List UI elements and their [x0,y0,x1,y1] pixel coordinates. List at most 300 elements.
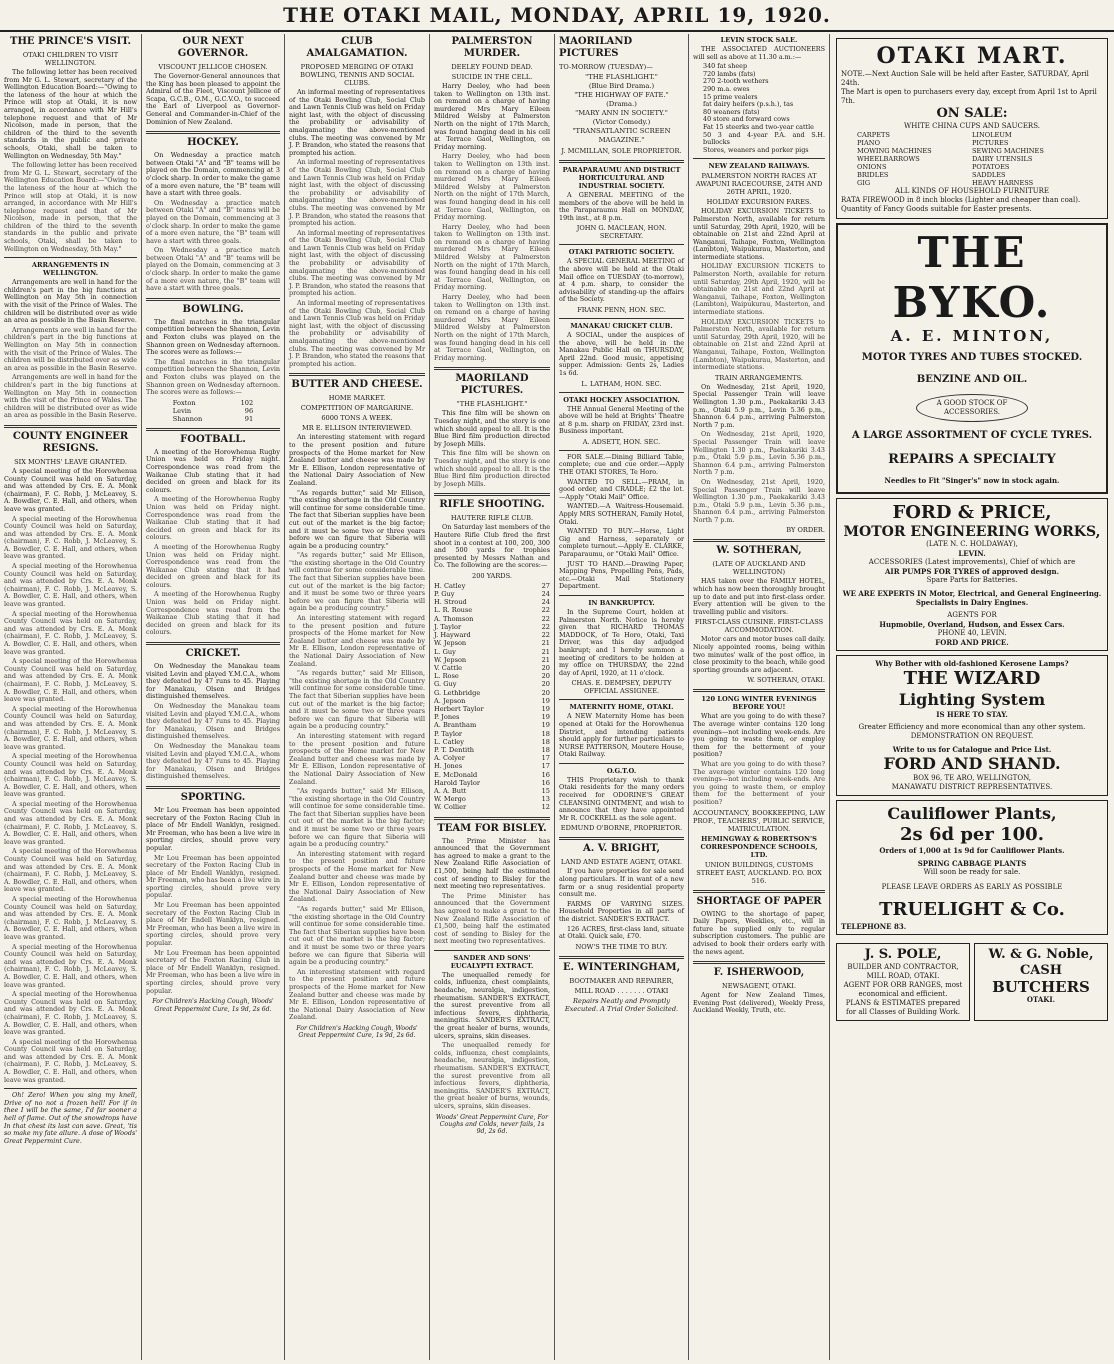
article-text: A meeting of the Horowhenua Rugby Union was held on Friday night. Correspondence was read from the Waikanae Club stating that it had decided on green and black for its colours. [146,590,280,637]
stock-item: 50 3 and 4-year P.A. and S.H. bullocks [703,130,825,147]
article-text: "As regards butter," said Mr Ellison, "the existing shortage in the Old Country will continue for some considerable time. The fact that Siberian supplies have been cut out of the market is the big factor; and it must be some two or three years before we can figure that Siberia will again be a producing country." [289,488,425,550]
notice-text: THIS Proprietary wish to thank Otaki residents for the many orders received for ODORINE'S GREAT CLEANSING OINTMENT, and wish to announce that they have appointed Mr R. COCKRELL as the sole agent. [559,775,684,822]
signature: L. LATHAM, HON. SEC. [581,379,662,388]
article-text: A special meeting of the Horowhenua County Council was held on Saturday, and was attended by Crs. E. A. Monk (chairman), F. C. Robb, J. McLeavey, S. A. Bowdler, C. E. Hall, and others, when leave was granted. [4,942,137,989]
mart-tail: RATA FIREWOOD in 8 inch blocks (Lighter and cheaper than coal). Quantity of Fancy Goods suitable for Easter presents. [841,196,1081,213]
shooter-name: G. Lethbridge [434,688,481,697]
wizard-title: Lighting System [898,690,1046,709]
article-text: The following letter has been received from Mr G. L. Stewart, secretary of the Wellington Education Board:—"Owing to the lateness of the hour at which the Prince will stop at Otaki, it is now arranged, in accordance with Mr Hill's telephone request and that of Mr Nicolson, made in person, that the children of the third to the seventh standards in the public and private schools, Otaki, shall be taken to Wellington on Wednesday, 5th May." [4,161,137,253]
signature: A. ADSETT, HON. SEC. [582,437,661,446]
subhead: VISCOUNT JELLICOE CHOSEN. [158,63,268,71]
ford-sig: FORD AND PRICE. [935,638,1009,647]
noble-line: BUTCHERS [992,978,1090,996]
divider [559,956,684,959]
notice-text: A SOCIAL, under the auspices of the above, will be held in the Manakau Public Hall on THURSDAY, April 22nd. Good music, appetising supper. Admission: Gents 2s, Ladies 1s 6d. [559,330,684,377]
score-row [434,787,550,795]
subhead: SIX MONTHS' LEAVE GRANTED. [14,457,127,466]
stock-item: 15 prime vealers [703,92,758,101]
subhead: PARAPARAUMU AND DISTRICT HORTICULTURAL AND INDUSTRIAL SOCIETY. [562,166,681,190]
headline-sporting: SPORTING. [180,791,246,803]
article-text: Arrangements are well in hand for the children's part in the big functions at Wellington on May 5th in connection with the visit of the Prince of Wales. The children will be distributed over as wide an area as possible in the Basin Reserve. [4,278,137,325]
divider [559,595,684,596]
score-row [434,598,550,606]
divider [559,160,684,163]
shooter-name: A. Brantham [434,721,477,730]
subhead: MATERNITY HOME, OTAKI. [569,703,674,712]
subhead: PROPOSED MERGING OF OTAKI BOWLING, TENNIS AND SOCIAL CLUBS. [300,63,414,87]
headline-football: FOOTBALL. [180,433,246,445]
column-1 [0,34,142,1360]
score-row: Shannon 91 [172,414,254,423]
shooter-name: Harold Taylor [434,778,481,787]
subhead: (LATE OF AUCKLAND AND WELLINGTON) [712,560,806,577]
film-title: "THE HIGHWAY OF FATE." [574,91,669,99]
shooter-score: 17 [541,754,550,763]
advert-pole [836,943,970,1021]
subhead: "THE FLASHLIGHT." [456,400,528,409]
article-text: An interesting statement with regard to the present position and future prospects of the Home market for New Zealand butter and cheese was made by Mr E. Ellison, London representative of the National Dairy Association of New Zealand. [289,614,425,668]
signature: CHAS. E. DEMPSEY, DEPUTY OFFICIAL ASSIGNEE. [571,679,672,696]
mart-tail: ALL KINDS OF HOUSEHOLD FURNITURE [895,187,1049,195]
article-text: A meeting of the Horowhenua Rugby Union was held on Friday night. Correspondence was read from the Waikanae Club stating that it had decided on green and black for its colours. [146,542,280,589]
divider [146,642,280,645]
byko-line: A LARGE ASSORTMENT OF CYCLE TYRES. [851,430,1093,441]
subhead: IN BANKRUPTCY. [588,598,655,607]
divider [693,539,825,542]
shooter-score: 22 [541,622,550,631]
stock-item: 340 fat sheep [703,62,748,71]
advert-text: HAS taken over the FAMILY HOTEL, which has now been thoroughly brought up to date and put into first-class order. Every attention will be given to the travelling public and visitors. [693,577,825,616]
shooter-score: 24 [541,590,550,599]
subhead: UNION BUILDINGS, CUSTOMS STREET EAST, AUCKLAND. P.O. BOX 516. [696,860,822,885]
headline-maoriland-pictures: MAORILAND PICTURES. [455,373,529,397]
score-row [434,762,550,770]
subhead: OTAKI HOCKEY ASSOCIATION. [563,395,680,404]
score-row [434,656,550,664]
subhead: 200 YARDS. [472,571,512,580]
shooter-score: 18 [541,729,550,738]
shooter-name: A. Jepson [434,696,466,705]
shooter-name: L. Guy [434,647,456,656]
shooter-score: 12 [541,803,550,812]
article-text: "As regards butter," said Mr Ellison, "the existing shortage in the Old Country will continue for some considerable time. The fact that Siberian supplies have been cut out of the market is the big factor; and it must be some two or three years before we can figure that Siberia will again be a producing country." [289,905,425,967]
headline-next-governor: OUR NEXT GOVERNOR. [177,36,249,59]
divider [559,244,684,245]
advert-otaki-mart [836,38,1108,219]
column-7-adverts [830,34,1114,1360]
divider [146,131,280,134]
article-text: The Prime Minister has announced that the Government has agreed to make a grant to the New Zealand Rifle Association of £1,500, being half the estimated cost of sending to Bisley for the next meeting two representatives. [434,891,550,946]
advert-text: If you have properties for sale send along particulars. If in want of a new farm or a snug residential property consult me. [559,867,684,899]
column-6 [689,34,830,1360]
score-row [434,639,550,647]
divider [559,763,684,764]
shooter-score: 18 [541,745,550,754]
ford-title: FORD & PRICE, [892,502,1052,523]
mart-item: HEAVY HARNESS [972,179,1034,187]
shooter-score: 22 [541,631,550,640]
article-text: On Wednesday a practice match between Otaki "A" and "B" teams will be played on the Domain, commencing at 3 o'clock sharp. In order to make the game of a more even nature, the "B" team will have a start with three goals. [146,151,280,198]
score-row [434,648,550,656]
shooter-score: 20 [541,688,550,697]
divider [559,450,684,451]
score-row [434,803,550,811]
shooter-name: J. Taylor [434,622,462,631]
article-text: A special meeting of the Horowhenua County Council was held on Saturday, and was attended by Crs. E. A. Monk (chairman), F. C. Robb, J. McLeavey, S. A. Bowdler, C. E. Hall, and others, when leave was granted. [4,895,137,941]
classifieds [559,454,684,591]
article-text: Mr Lou Freeman has been appointed secretary of the Foxton Racing Club in place of Mr Endell Wanklyn, resigned. Mr Freeman, who has been a live wire in sporting circles, should prove very popular. [146,853,280,900]
pole-line: AGENT FOR ORB RANGES, most economical and efficient. [843,981,963,998]
headline-bowling: BOWLING. [182,303,244,315]
shooter-name: H. Jones [434,762,463,771]
notice-text: HOLIDAY EXCURSION TICKETS to Palmerston North, available for return until Saturday, 29th April, 1920, will be obtainable on 21st and 22nd April at Wanganui, Taihape, Foxton, Wellington (Lambton), Waipukurau, Masterton, and intermediate stations. [693,317,825,372]
article-text: Mr Lou Freeman has been appointed secretary of the Foxton Racing Club in place of Mr Endell Wanklyn, resigned. Mr Freeman, who has been a live wire in sporting circles, should prove very popular. [146,901,280,948]
shooter-score: 18 [541,737,550,746]
shooter-name: P. Guy [434,590,455,599]
notice-text: OWING to the shortage of paper, Daily Papers, Weeklies, etc., will in future be supplied only to regular subscription customers. The public are advised to book their orders early with the news agent. [693,909,825,956]
subhead: Repairs Neatly and Promptly Executed. A Trial Order Solicited. [564,996,679,1013]
ford-line: Spare Parts for Batteries. [926,576,1018,584]
notice-text: THE ASSOCIATED AUCTIONEERS will sell as above at 11.30 a.m.:— [693,45,825,61]
subhead: DEELEY FOUND DEAD. [451,63,533,71]
article-text: A special meeting of the Horowhenua County Council was held on Saturday, and was attended by Crs. E. A. Monk (chairman), F. C. Robb, J. McLeavey, S. A. Bowdler, C. E. Hall, and others, when leave was granted. [4,752,137,799]
byko-title: THE BYKO. [892,228,1052,327]
subhead: NOW'S THE TIME TO BUY. [575,942,668,951]
film-title: (Drama.) [606,100,637,108]
verse-advert: Oh! Zero! When you sing my knell, Drive of no not a frozen hell! For if in thee I will be the same, I'd far sooner a hell of flame. Out of the snowdrops have In that chest its last can save. Great, 'tis so make my fate allure. A dose of Woods' Great Peppermint Cure. [4,1091,137,1145]
article-text: The Governor-General announces that the King has been pleased to appoint the Admiral of the Fleet, Viscount Jellicoe of Scapa, G.C.B., O.M., G.C.V.O., to succeed the Earl of Liverpool as Governor-General and Commander-in-Chief of the Dominion of New Zealand. [146,72,280,126]
shooter-name: A. Thomson [434,614,474,623]
divider [693,158,825,159]
mart-note: NOTE.—Next Auction Sale will be held after Easter, SATURDAY, April 24th. [841,70,1089,87]
caul-name: TRUELIGHT & Co. [879,899,1065,920]
article-text: A special meeting of the Horowhenua County Council was held on Saturday, and was attended by Crs. E. A. Monk (chairman), F. C. Robb, J. McLeavey, S. A. Bowdler, C. E. Hall, and others, when leave was granted. [4,847,137,894]
shooter-score: 19 [541,696,550,705]
article-text: An interesting statement with regard to the present position and future prospects of the Home market for New Zealand butter and cheese was made by Mr E. Ellison, London representative of the National Dairy Association of New Zealand. [289,433,425,487]
shooter-name: H. Catley [434,581,466,590]
headline-cricket: CRICKET. [185,648,241,660]
shooter-name: L. R. Rouse [434,606,473,615]
subhead: HOLIDAY EXCURSION FARES. [706,198,812,207]
caul-title: Cauliflower Plants, [887,804,1057,823]
article-text: An informal meeting of representatives of the Otaki Bowling Club, Social Club and Lawn Tennis Club was held on Friday night last, with the object of discussing the probability or advisability of amalgamating the above-mentioned clubs. The meeting was convened by Mr J. P. Brandon, who stated the reasons that prompted his action. [289,158,425,228]
article-text: Harry Deeley, who had been taken to Wellington on 13th inst. on remand on a charge of having murdered Mrs Mary Eileen Mildred Welsby at Palmerston North on the night of 17th March, was found hanging dead in his cell at Terrace Gaol, Wellington, on Friday morning. [434,152,550,222]
mart-item: SEWING MACHINES [972,147,1044,155]
noble-name: W. & G. Noble, [988,947,1094,962]
notice-text: On Wednesday, 21st April, 1920, Special Passenger Train will leave Wellington 1.30 p.m., Paekakariki 3.43 p.m., Otaki 5.9 p.m., Levin 5.36 p.m., Shannon 6.4 p.m., arriving Palmerston North 7 p.m. [693,382,825,429]
wizard-addr: BOX 96, TE ARO, WELLINGTON, [913,774,1031,782]
article-text: An informal meeting of representatives of the Otaki Bowling Club, Social Club and Lawn Tennis Club was held on Friday night last, with the object of discussing the probability or advisability of amalgamating the above-mentioned clubs. The meeting was convened by Mr J. P. Brandon, who stated the reasons that prompted his action. [289,228,425,298]
shooter-name: W. Jepson [434,639,467,648]
score-row [434,705,550,713]
divider [434,367,550,370]
wizard-rep: MANAWATU DISTRICT REPRESENTATIVES. [891,783,1053,791]
subhead: FIRST-CLASS CUISINE. FIRST-CLASS ACCOMMODATION. [694,618,824,635]
ford-sub: MOTOR ENGINEERING WORKS, [843,524,1101,540]
article-text: An interesting statement with regard to the present position and future prospects of the Home market for New Zealand butter and cheese was made by Mr E. Ellison, London representative of the National Dairy Association of New Zealand. [289,967,425,1022]
column-4 [430,34,555,1360]
notice-text: THE Annual General Meeting of the above will be held at Brights' Theatre at 8 p.m. sharp on FRIDAY, 23rd inst. Business important. [559,404,684,436]
divider [146,428,280,431]
notice-text: On Wednesday, 21st April, 1920, Special Passenger Train will leave Wellington 1.30 p.m., Paekakariki 3.43 p.m., Otaki 5.9 p.m., Levin 5.36 p.m., Shannon 6.4 p.m., arriving Palmerston North 7 p.m. [693,430,825,477]
shooter-score: 20 [541,663,550,672]
subhead: NEWSAGENT, OTAKI. [722,982,796,991]
subhead: ACCOUNTANCY, BOOKKEEPING, LAW PROF., TEACHERS', PUBLIC SERVICE, MATRICULATION. [693,808,825,833]
score-row [434,738,550,746]
subhead: SANDER AND SONS' EUCALYPTI EXTRACT. [450,953,534,970]
stock-list [693,63,825,154]
article-text: An informal meeting of representatives of the Otaki Bowling Club, Social Club and Lawn Tennis Club was held on Friday night last, with the object of discussing the probability or advisability of amalgamating the above-mentioned clubs. The meeting was convened by Mr J. P. Brandon, who stated the reasons that prompted his action. [289,88,425,157]
noble-line: OTAKI. [1026,995,1056,1004]
notice-text: HOLIDAY EXCURSION TICKETS to Palmerston North, available for return until Saturday, 29th April, 1920, will be obtainable on 21st and 22nd April at Wanganui, Taihape, Foxton, Wellington (Lambton), Waipukurau, Masterton, and intermediate stations. [693,207,825,261]
subhead: OTAKI PATRIOTIC SOCIETY. [568,248,675,257]
caul-line: Will soon be ready for sale. [923,868,1021,876]
stock-item: fat dairy heifers (p.s.h.), tas [703,100,794,109]
column-3 [285,34,430,1360]
score-row [434,771,550,779]
article-text: A special meeting of the Horowhenua County Council was held on Saturday, and was attended by Crs. E. A. Monk (chairman), F. C. Robb, J. McLeavey, S. A. Bowdler, C. E. Hall, and others, when leave was granted. [4,514,137,561]
article-text: This fine film will be shown on Tuesday night, and the story is one which should appeal to all. It is the Blue Bird film production directed by Joseph Mills. [434,449,550,488]
shooter-name: A. A. Butt [434,786,467,795]
pole-line: BUILDER AND CONTRACTOR, [847,963,959,971]
article-text: A special meeting of the Horowhenua County Council was held on Saturday, and was attended by Crs. E. A. Monk (chairman), F. C. Robb, J. McLeavey, S. A. Bowdler, C. E. Hall, and others, when leave was granted. [4,990,137,1037]
divider [559,837,684,840]
score-row: Foxton 102 [172,398,254,407]
score-row [434,697,550,705]
ford-phone: PHONE 40, LEVIN. [937,629,1007,637]
footer-advert: For Children's Hacking Cough, Woods' Great Peppermint Cure, 1s 9d, 2s 6d. [296,1024,418,1040]
score-row [434,779,550,787]
advert-text: 126 ACRES, first-class land, situate at Otaki. Quick sale, £70. [559,924,684,941]
subhead: SUICIDE IN THE CELL. [451,73,533,81]
shooter-name: P. Taylor [434,729,463,738]
subhead: HEMINGWAY & ROBERTSON'S CORRESPONDENCE SCHOOLS, LTD. [700,834,818,859]
shooter-name: W. Jepson [434,655,467,664]
shooter-name: W. Collier [434,803,467,812]
byko-name: A. E. MINTON, [890,327,1054,345]
notice-text: HOLIDAY EXCURSION TICKETS to Palmerston North, available for return until Saturday, 29th April, 1920, will be obtainable on 21st and 22nd April at Wanganui, Taihape, Foxton, Wellington (Lambton), Waipukurau, Masterton, and intermediate stations. [693,262,825,317]
subhead: HOME MARKET. [328,394,386,403]
article-text: The following letter has been received from Mr G. L. Stewart, secretary of the Wellington Education Board:—"Owing to the lateness of the hour at which the Prince will stop at Otaki, it is now arranged, in accordance with Mr Hill's telephone request and that of Mr Nicolson, made in person, that the children of the third to the seventh standards in the public and private schools, Otaki, shall be taken to Wellington on Wednesday, 5th May." [4,68,137,160]
footer-advert: For Children's Hacking Cough, Woods' Great Peppermint Cure, 1s 9d, 2s 6d. [152,998,274,1013]
caul-line: Orders of 1,000 at 1s 9d for Cauliflower Plants. [879,846,1065,855]
article-text: Harry Deeley, who had been taken to Wellington on 13th inst. on remand on a charge of having murdered Mrs Mary Eileen Mildred Welsby at Palmerston North on the night of 17th March, was found hanging dead in his cell at Terrace Gaol, Wellington, on Friday morning. [434,222,550,292]
score-row [434,721,550,729]
shooter-name: H. Stroud [434,598,467,607]
article-text: The unequalled remedy for colds, influenza, chest complaints, headache, neuralgia, indigestion, rheumatism. SANDER'S EXTRACT, the surest preventive from all infectious fevers, diphtheria, meningitis. SANDER'S EXTRACT, the great healer of burns, wounds, ulcers, sprains, skin diseases. [434,970,550,1040]
mart-item: LINOLEUM [972,131,1012,139]
shooter-score: 19 [541,713,550,722]
divider [693,890,825,893]
article-text: "As regards butter," said Mr Ellison, "the existing shortage in the Old Country will continue for some considerable time. The fact that Siberian supplies have been cut out of the market is the big factor; and it must be some two or three years before we can figure that Siberia will again be a producing country." [289,787,425,849]
shooter-score: 19 [541,704,550,713]
article-text: This fine film will be shown on Tuesday night, and the story is one which should appeal to all. It is the Blue Bird film production directed by Joseph Mills. [434,409,550,448]
signature: W. SOTHERAN, OTAKI. [747,676,825,685]
headline-princes-visit: THE PRINCE'S VISIT. [10,36,131,47]
article-text: A special meeting of the Horowhenua County Council was held on Saturday, and was attended by Crs. E. A. Monk (chairman), F. C. Robb, J. McLeavey, S. A. Bowdler, C. E. Hall, and others, when leave was granted. [4,799,137,846]
score-row [434,730,550,738]
subhead: O.G.T.O. [606,766,637,775]
stock-item: 40 store and forward cows [703,115,790,124]
shooter-name: L. Rose [434,672,459,681]
shooter-score: 13 [541,795,550,804]
subhead: LEVIN STOCK SALE. [720,36,798,44]
proprietor: J. MCMILLAN, SOLE PROPRIETOR. [561,147,682,155]
notice-text: On Wednesday, 21st April, 1920, Special Passenger Train will leave Wellington 1.30 p.m., Paekakariki 3.43 p.m., Otaki 5.9 p.m., Levin 5.36 p.m., Shannon 6.4 p.m., arriving Palmerston North 7 p.m. [693,477,825,524]
mart-item: WHEELBARROWS [857,155,920,163]
shooter-name: P. Jones [434,713,460,722]
stock-item: Stores, weaners and porker pigs [703,145,809,154]
subhead: MR E. ELLISON INTERVIEWED. [301,424,412,433]
film-title: "MARY ANN IN SOCIETY." [575,109,668,117]
ford-town: LEVIN. [958,549,986,558]
subhead: TRAIN ARRANGEMENTS. [714,373,803,382]
signature: EDMUND O'BORNE, PROPRIETOR. [560,824,683,833]
subhead: TO-MORROW (TUESDAY)— [559,63,653,71]
caul-line: PLEASE LEAVE ORDERS AS EARLY AS POSSIBLE [881,883,1063,891]
shooter-score: 21 [541,655,550,664]
byko-line: MOTOR TYRES AND TUBES STOCKED. [861,352,1083,363]
advert-text: Motor cars and motor buses call daily. Nicely appointed rooms, being within two minutes' walk of the post office, in close proximity to the beach, while good sporting grounds are adjacent. [693,635,825,674]
article-text: On Wednesday a practice match between Otaki "A" and "B" teams will be played on the Domain, commencing at 3 o'clock sharp. In order to make the game of a more even nature, the "B" team will have a start with three goals. [146,246,280,293]
mart-item: PICTURES [972,139,1009,147]
headline-hockey: HOCKEY. [187,137,239,149]
headline-shortage-paper: SHORTAGE OF PAPER [696,895,822,907]
advert-sotheran: W. SOTHERAN, [716,545,802,557]
stock-item: 270 2-tooth wethers [703,77,769,86]
advert-noble [974,943,1108,1021]
classified-ad: WANTED.—A Waitress-Housemaid. Apply MRS SOTHERAN, Family Hotel, Otaki. [559,502,684,526]
score-row: Levin 96 [172,406,254,415]
ford-line: AIR PUMPS FOR TYRES of approved design. [884,567,1060,576]
shooter-name: Herbert Taylor [434,704,484,713]
article-text: Harry Deeley, who had been taken to Wellington on 13th inst. on remand on a charge of having murdered Mrs Mary Eileen Mildred Welsby at Palmerston North on the night of 17th March, was found hanging dead in his cell at Terrace Gaol, Wellington, on Friday morning. [434,82,550,151]
mart-item: POTATOES [972,163,1010,171]
divider [4,257,137,258]
divider [559,392,684,393]
score-row [434,672,550,680]
subhead: ARRANGEMENTS IN WELLINGTON. [31,261,110,278]
noble-line: CASH [1019,963,1063,978]
column-5 [555,34,689,1360]
classified-ad: WANTED TO BUY.—Horse, Light Gig and Harness, separately or complete turnout.—Apply E. CLARKE, Paraparaumu, or "Otaki Mail" Office. [559,527,684,558]
article-text: A special meeting of the Horowhenua County Council was held on Saturday, and was attended by Crs. E. A. Monk (chairman), F. C. Robb, J. McLeavey, S. A. Bowdler, C. E. Hall, and others, when leave was granted. [4,1037,137,1084]
subhead: HAUTERE RIFLE CLUB. [450,514,534,523]
mart-item: DAIRY UTENSILS [972,155,1033,163]
article-text: An interesting statement with regard to the present position and future prospects of the Home market for New Zealand butter and cheese was made by Mr E. Ellison, London representative of the National Dairy Association of New Zealand. [289,731,425,786]
mart-item: ONIONS [857,163,887,171]
advert-winteringham: E. WINTERINGHAM, [562,961,681,973]
shooter-name: A. Colyer [434,754,465,763]
bottom-adverts [836,939,1108,1025]
stock-item: Fat 15 steerks and two-year cattle [703,122,814,131]
shooter-score: 27 [541,581,550,590]
film-title: "TRANSATLANTIC SCREEN MAGAZINE." [572,127,671,144]
score-row [434,680,550,688]
article-text: A special meeting of the Horowhenua County Council was held on Saturday, and was attended by Crs. E. A. Monk (chairman), F. C. Robb, J. McLeavey, S. A. Bowdler, C. E. Hall, and others, when leave was granted. [4,562,137,609]
article-text: Mr Lou Freeman has been appointed secretary of the Foxton Racing Club in place of Mr Endell Wanklyn, resigned. Mr Freeman, who has been a live wire in sporting circles, should prove very popular. [146,805,280,852]
notice-text: A SPECIAL GENERAL MEETING of the above will be held at the Otaki Mail office on TUESDAY (to-morrow), at 4 p.m. sharp, to consider the advisability of standing-up the affairs of the Society. [559,257,684,304]
article-text: "As regards butter," said Mr Ellison, "the existing shortage in the Old Country will continue for some considerable time. The fact that Siberian supplies have been cut out of the market is the big factor; and it must be some two or three years before we can figure that Siberia will again be a producing country." [289,669,425,731]
shooter-score: 17 [541,762,550,771]
divider [434,817,550,820]
mart-item: SADDLES [972,171,1006,179]
score-row [434,623,550,631]
mart-item: BRIDLES [857,171,889,179]
subhead: LAND AND ESTATE AGENT, OTAKI. [560,858,683,867]
shooter-name: E. McDonald [434,770,478,779]
score-row [434,615,550,623]
wizard-line: IS HERE TO STAY. [936,710,1008,719]
notice-text: A GENERAL MEETING of the members of the above will be held in the Paraparaumu Hall on MONDAY, 19th inst., at 8 p.m. [559,191,684,222]
article-text: A special meeting of the Horowhenua County Council was held on Saturday, and was attended by Crs. E. A. Monk (chairman), F. C. Robb, J. McLeavey, S. A. Bowdler, C. E. Hall, and others, when leave was granted. [4,657,137,704]
notice-text: In the Supreme Court, holden at Palmerston North. Notice is hereby given that RICHARD THOMAS MADDOCK, of Te Horo, Otaki, Taxi Driver, was this day adjudged bankrupt; and I hereby summon a meeting of creditors to be holden at my office on THURSDAY, the 22nd day of April, 1920, at 11 o'clock. [559,607,684,677]
wizard-line: Greater Efficiency and more economical than any other system. DEMONSTRATION ON REQUEST. [858,723,1086,740]
score-row [434,746,550,754]
mart-item: GIG [857,179,871,187]
divider [693,689,825,692]
article-text: Arrangements are well in hand for the children's part in the big functions at Wellington on May 5th in connection with the visit of the Prince of Wales. The children will be distributed over as wide an area as possible in the Basin Reserve. [4,373,137,420]
subhead: MANAKAU CRICKET CLUB. [570,321,673,330]
score-row [434,631,550,639]
headline-team-bisley: TEAM FOR BISLEY. [437,822,547,834]
mart-title: OTAKI MART. [876,43,1068,69]
divider [559,699,684,700]
shooter-score: 21 [541,639,550,648]
article-text: Harry Deeley, who had been taken to Wellington on 13th inst. on remand on a charge of having murdered Mrs Mary Eileen Mildred Welsby at Palmerston North on the night of 17th March, was found hanging dead in his cell at Terrace Gaol, Wellington, on Friday morning. [434,293,550,362]
divider [4,1088,137,1089]
bowling-scores [146,399,280,423]
advert-byko [836,223,1108,494]
shooter-score: 22 [541,606,550,615]
stock-item: 80 weaners (fats) [703,107,760,116]
shooter-name: V. Cattle [434,663,463,672]
byko-line: A GOOD STOCK OF ACCESSORIES. [916,394,1028,422]
pole-line: MILL ROAD, OTAKI. [866,972,940,980]
article-text: Mr Lou Freeman has been appointed secretary of the Foxton Racing Club in place of Mr Endell Wanklyn, resigned. Mr Freeman, who has been a live wire in sporting circles, should prove very popular. [146,948,280,995]
headline-county-engineer: COUNTY ENGINEER RESIGNS. [12,430,129,454]
advert-isherwood: F. ISHERWOOD, [713,967,805,979]
shooter-score: 19 [541,721,550,730]
divider [146,298,280,301]
divider [289,373,425,376]
stock-item: 290 m.a. ewes [703,84,750,93]
shooter-name: W. Mergo [434,795,466,804]
masthead: THE OTAKI MAIL, MONDAY, APRIL 19, 1920. [0,0,1114,32]
shooter-score: 16 [541,778,550,787]
mart-item: MOWING MACHINES [857,147,932,155]
divider [559,318,684,319]
stock-item: 720 lambs (fats) [703,69,756,78]
advert-text: Agent for New Zealand Times, Evening Post (delivered), Weekly Press, Auckland Weekly, Truth, etc. [693,991,825,1015]
mart-sub: WHITE CHINA CUPS AND SAUCERS. [904,122,1040,130]
pole-name: J. S. POLE, [864,947,942,962]
divider [146,786,280,789]
mart-onsale: ON SALE: [936,106,1008,121]
wizard-q: Why Bother with old-fashioned Kerosene Lamps? [875,659,1069,668]
signature: JOHN G. MACLEAN, HON. SECRETARY. [576,224,667,241]
ford-line: WE ARE EXPERTS IN Motor, Electrical, and General Engineering. Specialists in Dairy Engines. [842,589,1102,607]
subhead: MILL ROAD . . . . . . . OTAKI [574,986,669,995]
advert-text: What are you going to do with these? The average winter contains 120 long evenings—not including week-ends. Are you going to waste them, or employ them for the betterment of your position? [693,759,825,806]
article-text: On Wednesday a practice match between Otaki "A" and "B" teams will be played on the Domain, commencing at 3 o'clock sharp. In order to make the game of a more even nature, the "B" team will have a start with three goals. [146,198,280,245]
article-text: A meeting of the Horowhenua Rugby Union was held on Friday night. Correspondence was read from the Waikanae Club stating that it had decided on green and black for its colours. [146,447,280,494]
classified-ad: WANTED TO SELL.—PRAM, in good order, and CRADLE; £2 the lot.—Apply "Otaki Mail" Office. [559,477,684,501]
article-text: On Wednesday the Manakau team visited Levin and played Y.M.C.A., whom they defeated by 47 runs to 45. Playing for Manakau, Olsen and Bridges distinguished themselves. [146,662,280,701]
divider [693,961,825,964]
ford-agents: AGENTS FOR [947,611,997,619]
caul-price: 2s 6d per 100. [900,824,1044,845]
